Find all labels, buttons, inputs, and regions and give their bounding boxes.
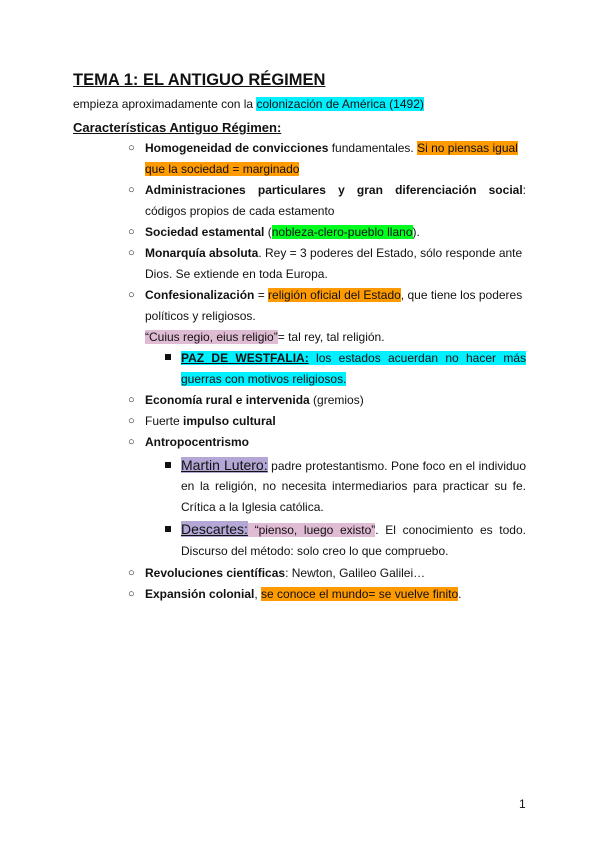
item-economia <box>145 390 364 410</box>
item-bold: PAZ DE WESTFALIA: <box>181 351 309 365</box>
item-text: . <box>458 587 462 601</box>
item-bold: Expansión colonial <box>145 587 255 601</box>
intro-highlight: colonización de América (1492) <box>256 97 424 111</box>
item-descartes <box>181 519 526 540</box>
intro-line <box>73 97 424 111</box>
item-westfalia-cont <box>181 369 346 389</box>
square-bullet <box>165 354 171 360</box>
quote-highlight: “pienso, luego existo” <box>247 523 376 537</box>
item-text: . Rey = 3 poderes del Estado, sólo responde ante <box>258 246 523 260</box>
item-highlight: Si no piensas igual <box>417 141 518 155</box>
item-lutero-cont2: Crítica a la Iglesia católica. <box>181 500 324 514</box>
item-text: (gremios) <box>309 393 364 407</box>
item-bold: Revoluciones científicas <box>145 566 286 580</box>
item-administraciones-cont: códigos propios de cada estamento <box>145 204 335 218</box>
item-homogeneidad-cont <box>145 159 299 179</box>
item-confesionalizacion <box>145 285 522 305</box>
circle-bullet: ○ <box>128 142 135 154</box>
item-sociedad <box>145 222 420 242</box>
person-name: Martin Lutero: <box>181 457 268 473</box>
person-name: Descartes: <box>181 521 248 537</box>
circle-bullet: ○ <box>128 184 135 196</box>
item-highlight: religión oficial del Estado <box>268 288 401 302</box>
circle-bullet: ○ <box>128 415 135 427</box>
item-monarquia-cont: Dios. Se extiende en toda Europa. <box>145 267 328 281</box>
circle-bullet: ○ <box>128 394 135 406</box>
item-text: = tal rey, tal religión. <box>277 330 385 344</box>
item-antropocentrismo <box>145 432 249 452</box>
item-highlight: nobleza-clero-pueblo llano <box>271 225 413 239</box>
item-confesionalizacion-cont: políticos y religiosos. <box>145 309 256 323</box>
item-lutero-cont: en la religión, no necesita intermediarios para practicar su fe. <box>181 479 526 493</box>
circle-bullet: ○ <box>128 436 135 448</box>
item-confesionalizacion-quote <box>145 327 385 347</box>
item-bold: Confesionalización <box>145 288 255 302</box>
item-impulso <box>145 411 276 431</box>
item-text: : Newton, Galileo Galilei… <box>285 566 426 580</box>
item-bold: Administraciones particulares y gran diferenciación social <box>145 183 523 197</box>
page-title: TEMA 1: EL ANTIGUO RÉGIMEN <box>73 71 326 89</box>
square-bullet <box>165 526 171 532</box>
item-text: ). <box>412 225 420 239</box>
page-number: 1 <box>519 797 526 811</box>
item-revoluciones <box>145 563 425 583</box>
item-highlight: se conoce el mundo= se vuelve finito <box>261 587 459 601</box>
item-text: fundamentales. <box>328 141 418 155</box>
circle-bullet: ○ <box>128 226 135 238</box>
item-text: : <box>522 183 526 197</box>
section-subtitle: Características Antiguo Régimen: <box>73 120 282 135</box>
item-text: los estados acuerdan no hacer más <box>308 351 526 365</box>
intro-text: empieza aproximadamente con la <box>73 97 257 111</box>
item-text: Fuerte <box>145 414 184 428</box>
item-bold: impulso cultural <box>183 414 276 428</box>
item-text: ( <box>264 225 272 239</box>
item-monarquia <box>145 243 522 263</box>
item-descartes-cont: Discurso del método: solo creo lo que compruebo. <box>181 544 449 558</box>
item-administraciones <box>145 180 526 200</box>
item-highlight: que la sociedad = marginado <box>145 162 300 176</box>
circle-bullet: ○ <box>128 289 135 301</box>
circle-bullet: ○ <box>128 588 135 600</box>
item-text: . El conocimiento es todo. <box>375 523 526 537</box>
item-text: padre protestantismo. Pone foco en el individuo <box>267 459 527 473</box>
item-bold: Economía rural e intervenida <box>145 393 310 407</box>
item-bold: Antropocentrismo <box>145 435 250 449</box>
item-bold: Sociedad estamental <box>145 225 265 239</box>
item-text: = <box>254 288 269 302</box>
item-lutero <box>181 455 526 476</box>
item-bold: Homogeneidad de convicciones <box>145 141 329 155</box>
item-text: , que tiene los poderes <box>400 288 523 302</box>
square-bullet <box>165 462 171 468</box>
item-westfalia <box>181 348 526 368</box>
item-homogeneidad <box>145 138 518 158</box>
quote-highlight: “Cuius regio, eius religio” <box>145 330 278 344</box>
circle-bullet: ○ <box>128 247 135 259</box>
circle-bullet: ○ <box>128 567 135 579</box>
item-highlight: guerras con motivos religiosos. <box>181 372 347 386</box>
item-text: , <box>254 587 262 601</box>
item-bold: Monarquía absoluta <box>145 246 259 260</box>
item-expansion <box>145 584 462 604</box>
